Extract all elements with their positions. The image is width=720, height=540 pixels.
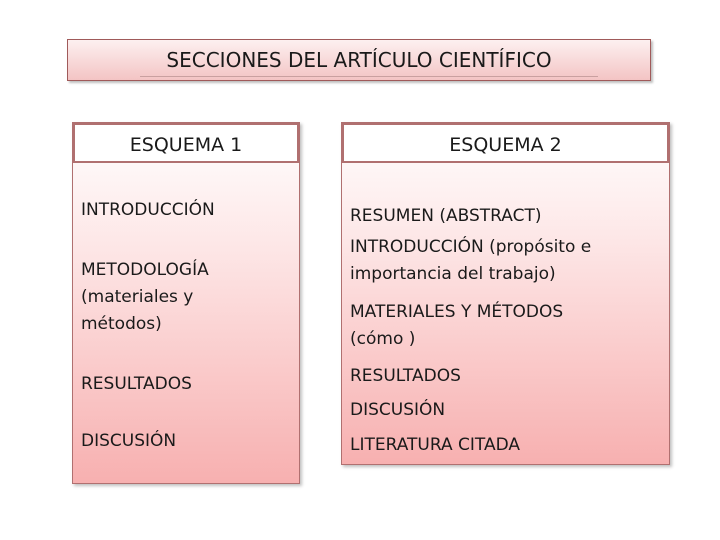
scheme-2-item-resumen — [350, 203, 665, 230]
scheme-2-item-materiales — [350, 299, 665, 353]
scheme-2-item-discusion — [350, 397, 665, 424]
scheme-2-item-resultados — [350, 363, 665, 390]
item-line: DISCUSIÓN — [81, 431, 177, 451]
scheme-1-heading: ESQUEMA 1 — [73, 123, 299, 163]
item-line: LITERATURA CITADA — [350, 435, 521, 455]
scheme-1-box — [72, 122, 300, 484]
item-line: RESUMEN (ABSTRACT) — [350, 206, 542, 226]
scheme-2-heading: ESQUEMA 2 — [342, 123, 669, 163]
item-line: MATERIALES Y MÉTODOS — [350, 302, 564, 322]
title-underline — [140, 76, 598, 77]
item-line: métodos) — [81, 314, 162, 334]
scheme-1-item-discusion — [81, 428, 176, 455]
item-line: DISCUSIÓN — [350, 400, 446, 420]
item-line: importancia del trabajo) — [350, 264, 556, 284]
item-line: RESULTADOS — [350, 366, 461, 386]
scheme-2-item-literatura — [350, 432, 665, 459]
item-line: METODOLOGÍA — [81, 260, 209, 280]
item-line: INTRODUCCIÓN — [81, 200, 215, 220]
item-line: (cómo ) — [350, 329, 416, 349]
diagram-title: SECCIONES DEL ARTÍCULO CIENTÍFICO — [166, 48, 552, 72]
scheme-2-item-introduccion — [350, 234, 665, 288]
scheme-1-item-introduccion — [81, 197, 215, 224]
scheme-1-item-resultados — [81, 371, 192, 398]
scheme-1-item-metodologia — [81, 257, 209, 338]
scheme-2-box — [341, 122, 670, 465]
item-line: (materiales y — [81, 287, 194, 307]
title-box — [67, 39, 651, 81]
item-line: RESULTADOS — [81, 374, 192, 394]
item-line: INTRODUCCIÓN (propósito e — [350, 237, 592, 257]
